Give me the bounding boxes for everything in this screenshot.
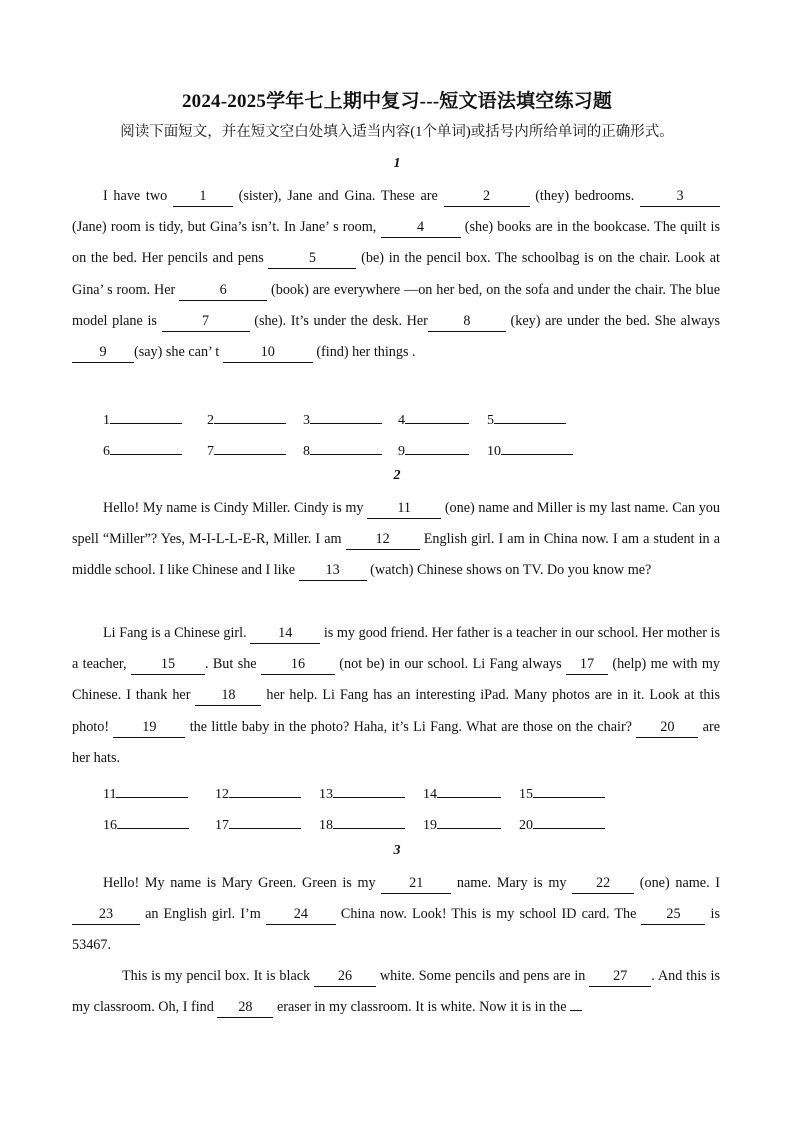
blank: 11 (367, 499, 441, 519)
blank: 26 (314, 967, 376, 987)
blank: 16 (261, 655, 335, 675)
answer-slot: 15 (519, 782, 605, 803)
blank: 23 (72, 905, 140, 925)
blank: 19 (113, 718, 185, 738)
answer-slot: 20 (519, 813, 605, 834)
passage-2a: Hello! My name is Cindy Miller. Cindy is my 11 (one) name and Miller is my last name. Can you spell “Miller”? Yes, M-I-L-L-E-R, Miller. I am 12 English girl. I am in China now. I am a student in a middle school. I like Chinese and I like 13 (watch) Chinese shows on TV. Do you know me? (72, 493, 720, 587)
blank: 7 (162, 312, 250, 332)
answer-slot: 2 (207, 408, 286, 429)
answer-slot: 6 (103, 439, 182, 460)
answer-slot: 14 (423, 782, 501, 803)
answer-slot: 16 (103, 813, 189, 834)
passage-3a: Hello! My name is Mary Green. Green is my 21 name. Mary is my 22 (one) name. I 23 an English girl. I’m 24 China now. Look! This is my school ID card. The 25 is 53467. (72, 875, 721, 954)
blank: 25 (641, 905, 705, 925)
answer-slot: 7 (207, 439, 286, 460)
blank: 21 (381, 874, 451, 894)
blank: 4 (381, 218, 461, 238)
answer-slot: 4 (398, 408, 469, 429)
passage-3b: This is my pencil box. It is black 26 white. Some pencils and pens are in 27 . And this is my classroom. Oh, I find 28 eraser in my classroom. It is white. Now it is in the (72, 961, 720, 1023)
blank: 22 (572, 874, 634, 894)
blank: 3 (640, 187, 720, 207)
blank: 14 (250, 624, 320, 644)
passage-2b: Li Fang is a Chinese girl. 14 is my good friend. Her father is a teacher in our school. Her mother is a teacher, 15 . But she 16 (not be) in our school. Li Fang always 17 (help) me with my Chinese. I thank her 18 her help. Li Fang has an interesting iPad. Many photos are in it. Look at this photo! 19 the little baby in the photo? Haha, it’s Li Fang. What are those on the chair? 20 are her hats. (72, 625, 720, 766)
answer-slot: 11 (103, 782, 188, 803)
answer-slot: 10 (487, 439, 573, 460)
blank: 24 (266, 905, 336, 925)
section-number: 1 (393, 156, 401, 171)
blank: 1 (173, 187, 233, 207)
blank: 2 (444, 187, 530, 207)
section-number: 2 (393, 468, 401, 483)
answer-slot: 12 (215, 782, 301, 803)
blank: 28 (217, 998, 273, 1018)
answer-slot: 9 (398, 439, 469, 460)
blank: 15 (131, 655, 205, 675)
answer-slot: 18 (319, 813, 405, 834)
blank: 12 (346, 530, 420, 550)
blank: 13 (299, 561, 367, 581)
page-title: 2024-2025学年七上期中复习---短文语法填空练习题 (181, 91, 613, 112)
blank: 17 (566, 655, 608, 675)
blank: 6 (179, 281, 267, 301)
blank: 8 (428, 312, 506, 332)
blank (570, 1010, 582, 1011)
blank: 18 (195, 686, 261, 706)
answer-slot: 17 (215, 813, 301, 834)
answer-slot: 19 (423, 813, 501, 834)
answer-slot: 5 (487, 408, 566, 429)
answer-slot: 8 (303, 439, 382, 460)
instructions: 阅读下面短文，并在短文空白处填入适当内容(1个单词)或括号内所给单词的正确形式。 (120, 124, 674, 140)
answer-slot: 3 (303, 408, 382, 429)
answer-slot: 13 (319, 782, 405, 803)
passage-1: I have two 1 (sister), Jane and Gina. These are 2 (they) bedrooms. 3 (Jane) room is tidy, but Gina’s isn’t. In Jane’ s room, 4 (she) books are in the bookcase. The quilt is on the bed. Her pencils and pens 5 (be) in the pencil box. The schoolbag is on the chair. Look at Gina’ s room. Her 6 (book) are everywhere —on her bed, on the sofa and under the chair. The blue model plane is 7 (she). It’s under the desk. Her 8 (key) are under the bed. She always 9 (say) she can’ t 10 (find) her things . (72, 181, 720, 368)
section-number: 3 (393, 843, 401, 858)
blank: 10 (223, 343, 313, 363)
blank: 9 (72, 343, 134, 363)
blank: 5 (268, 249, 356, 269)
blank: 20 (636, 718, 698, 738)
answer-slot: 1 (103, 408, 182, 429)
blank: 27 (589, 967, 651, 987)
